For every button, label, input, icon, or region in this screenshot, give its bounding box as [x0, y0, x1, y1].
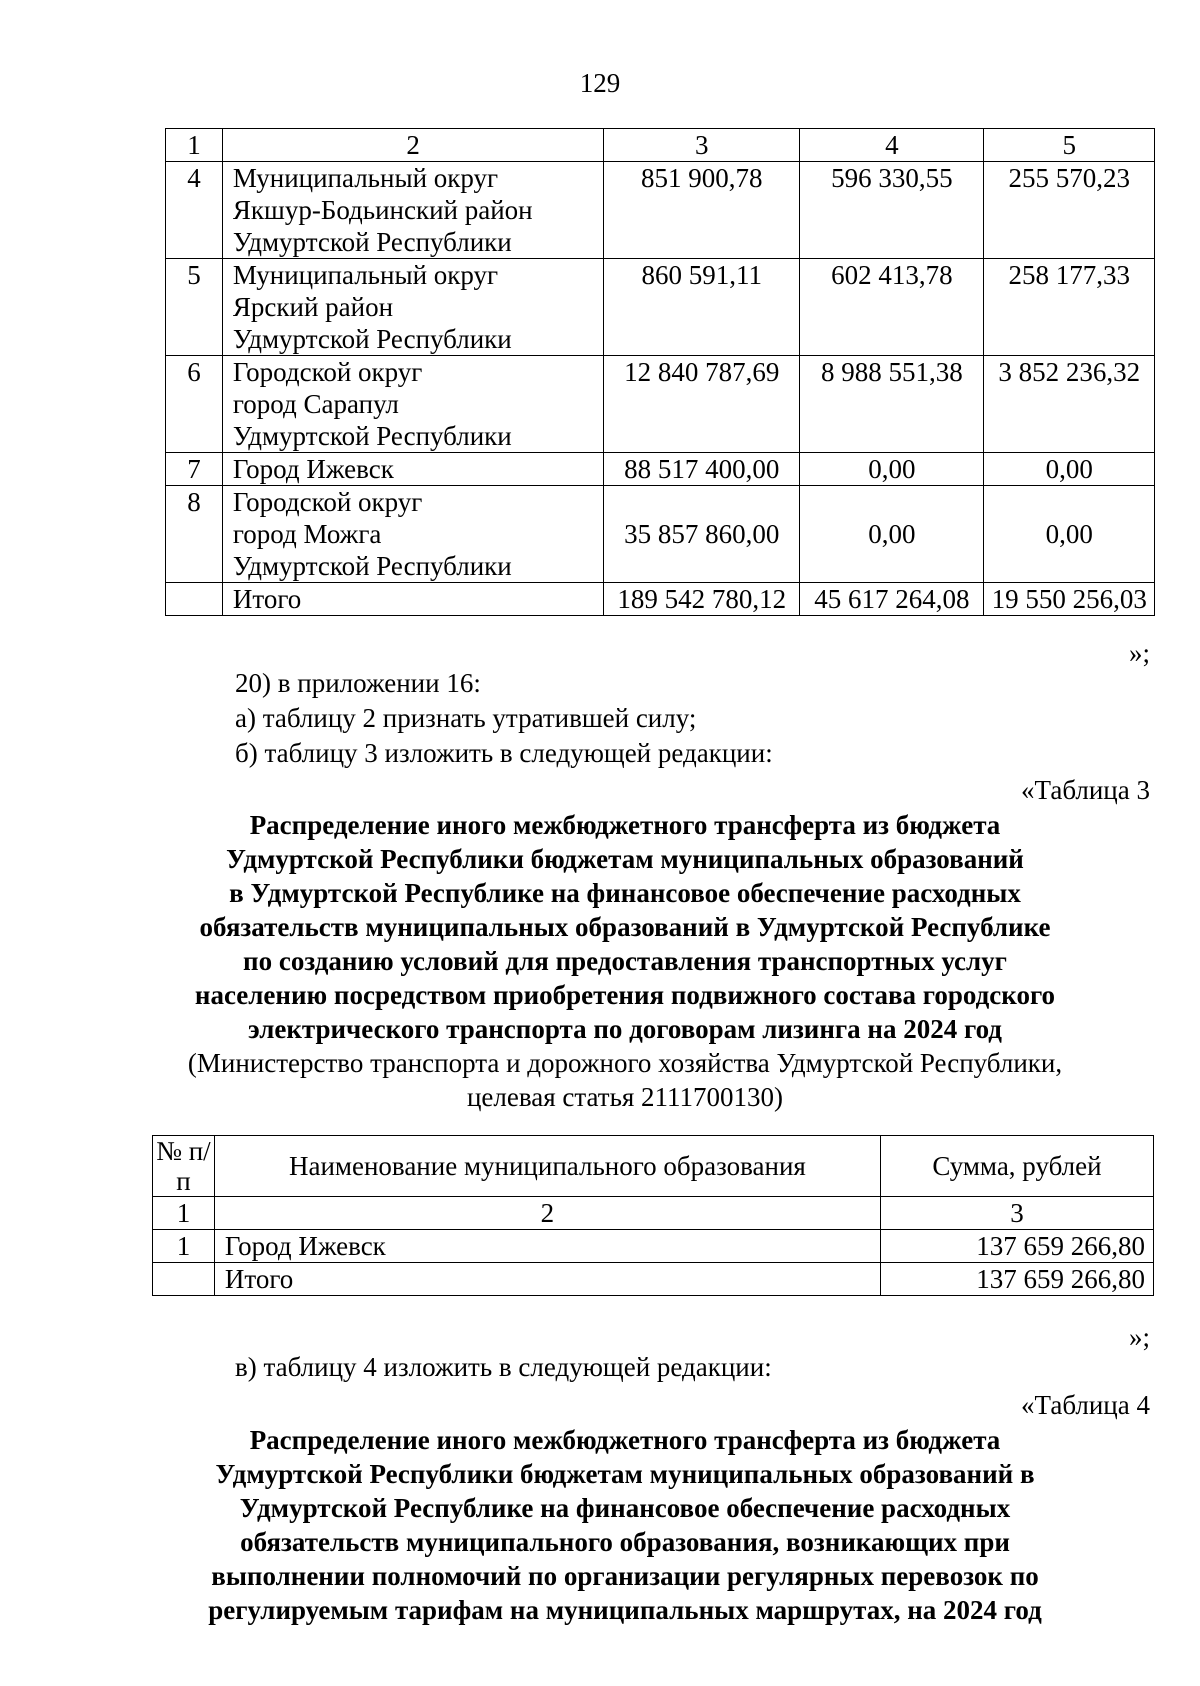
row-value: 3 852 236,32 [984, 356, 1155, 453]
table-row [153, 1230, 1154, 1263]
row-name [222, 259, 603, 356]
heading-line: выполнении полномочий по организации регулярных перевозок по [211, 1561, 1039, 1591]
row-number: 1 [153, 1230, 215, 1263]
total-value: 45 617 264,08 [800, 583, 984, 616]
header-sum: Сумма, рублей [880, 1136, 1153, 1197]
index-cell: 1 [153, 1197, 215, 1230]
heading-line: Удмуртской Республики бюджетам муниципальных образований в [215, 1459, 1035, 1489]
heading-subtitle: целевая статья 2111700130) [466, 1082, 784, 1112]
header-name: Наименование муниципального образования [214, 1136, 880, 1197]
row-name-line: Городской округ [232, 357, 423, 387]
row-value: 35 857 860,00 [604, 486, 800, 583]
table-total-row [153, 1263, 1154, 1296]
table-3-label: «Таблица 3 [1021, 775, 1150, 805]
row-name-line: Удмуртской Республики [232, 421, 512, 451]
heading-line: Удмуртской Республике на финансовое обеспечение расходных [239, 1493, 1011, 1523]
row-value: 12 840 787,69 [604, 356, 800, 453]
heading-line: в Удмуртской Республике на финансовое обеспечение расходных [229, 878, 1021, 908]
paragraph-item-v: в) таблицу 4 изложить в следующей редакции: [235, 1352, 772, 1382]
row-value: 0,00 [984, 453, 1155, 486]
table-row [166, 486, 1155, 583]
row-value: 860 591,11 [604, 259, 800, 356]
row-value: 255 570,23 [984, 162, 1155, 259]
heading-line: Распределение иного межбюджетного трансферта из бюджета [249, 1425, 1001, 1455]
paragraph-item-b: б) таблицу 3 изложить в следующей редакции: [235, 738, 773, 768]
row-value: 0,00 [800, 486, 984, 583]
row-name-line: Городской округ [232, 487, 423, 517]
row-name-line: Удмуртской Республики [232, 227, 512, 257]
paragraph-item-20: 20) в приложении 16: [235, 668, 481, 698]
index-cell: 2 [214, 1197, 880, 1230]
row-value: 596 330,55 [800, 162, 984, 259]
table-total-row [166, 583, 1155, 616]
total-sum: 137 659 266,80 [880, 1263, 1153, 1296]
row-name [222, 356, 603, 453]
total-label: Итого [222, 583, 603, 616]
header-cell: 4 [800, 129, 984, 162]
row-name [222, 486, 603, 583]
total-value: 19 550 256,03 [984, 583, 1155, 616]
header-cell: 5 [984, 129, 1155, 162]
row-name [222, 453, 603, 486]
closing-quote: »; [1128, 1322, 1150, 1352]
row-name-line: Ярский район [232, 292, 394, 322]
row-value: 0,00 [800, 453, 984, 486]
row-value: 0,00 [984, 486, 1155, 583]
heading-subtitle: (Министерство транспорта и дорожного хозяйства Удмуртской Республики, [187, 1048, 1063, 1078]
closing-quote: »; [1128, 638, 1150, 668]
table-transfers-continued [165, 128, 1155, 616]
row-name-line: Муниципальный округ [232, 260, 499, 290]
table-row [166, 259, 1155, 356]
table-4-label: «Таблица 4 [1021, 1390, 1150, 1420]
table-header-row [153, 1136, 1154, 1197]
header-cell: 3 [604, 129, 800, 162]
table-row [166, 162, 1155, 259]
table-row [166, 356, 1155, 453]
page-number: 129 [579, 68, 621, 98]
row-name-line: Удмуртской Республики [232, 324, 512, 354]
total-value: 189 542 780,12 [604, 583, 800, 616]
index-cell: 3 [880, 1197, 1153, 1230]
table-index-row [153, 1197, 1154, 1230]
row-number: 8 [166, 486, 223, 583]
row-number: 6 [166, 356, 223, 453]
row-value: 602 413,78 [800, 259, 984, 356]
table-3 [152, 1135, 1154, 1296]
header-cell: 2 [222, 129, 603, 162]
heading-line: Удмуртской Республики бюджетам муниципальных образований [226, 844, 1024, 874]
row-value: 258 177,33 [984, 259, 1155, 356]
row-name-line: город Сарапул [232, 389, 399, 419]
table-3-heading [150, 808, 1100, 1114]
row-value: 8 988 551,38 [800, 356, 984, 453]
heading-line: Распределение иного межбюджетного трансферта из бюджета [249, 810, 1001, 840]
row-name-line: Якшур-Бодьинский район [232, 195, 533, 225]
row-value: 88 517 400,00 [604, 453, 800, 486]
heading-line: обязательств муниципальных образований в Удмуртской Республике [199, 912, 1051, 942]
heading-line: электрического транспорта по договорам лизинга на 2024 год [248, 1014, 1002, 1044]
heading-line: регулируемым тарифам на муниципальных маршрутах, на 2024 год [208, 1595, 1042, 1625]
row-value: 851 900,78 [604, 162, 800, 259]
table-4-heading [150, 1423, 1100, 1627]
heading-line: обязательств муниципального образования, возникающих при [240, 1527, 1010, 1557]
total-label: Итого [214, 1263, 880, 1296]
row-name-line: Удмуртской Республики [232, 551, 512, 581]
heading-line: населению посредством приобретения подвижного состава городского [194, 980, 1056, 1010]
row-name-line: город Можга [232, 519, 382, 549]
row-name [222, 162, 603, 259]
row-name-line: Город Ижевск [232, 454, 394, 484]
row-number: 7 [166, 453, 223, 486]
empty-cell [166, 583, 223, 616]
header-num: № п/п [153, 1136, 215, 1197]
row-number: 4 [166, 162, 223, 259]
row-sum: 137 659 266,80 [880, 1230, 1153, 1263]
empty-cell [153, 1263, 215, 1296]
row-name: Город Ижевск [214, 1230, 880, 1263]
row-number: 5 [166, 259, 223, 356]
table-row [166, 453, 1155, 486]
paragraph-item-a: а) таблицу 2 признать утратившей силу; [235, 703, 697, 733]
header-cell: 1 [166, 129, 223, 162]
table-header-row [166, 129, 1155, 162]
heading-line: по созданию условий для предоставления транспортных услуг [243, 946, 1007, 976]
row-name-line: Муниципальный округ [232, 163, 499, 193]
